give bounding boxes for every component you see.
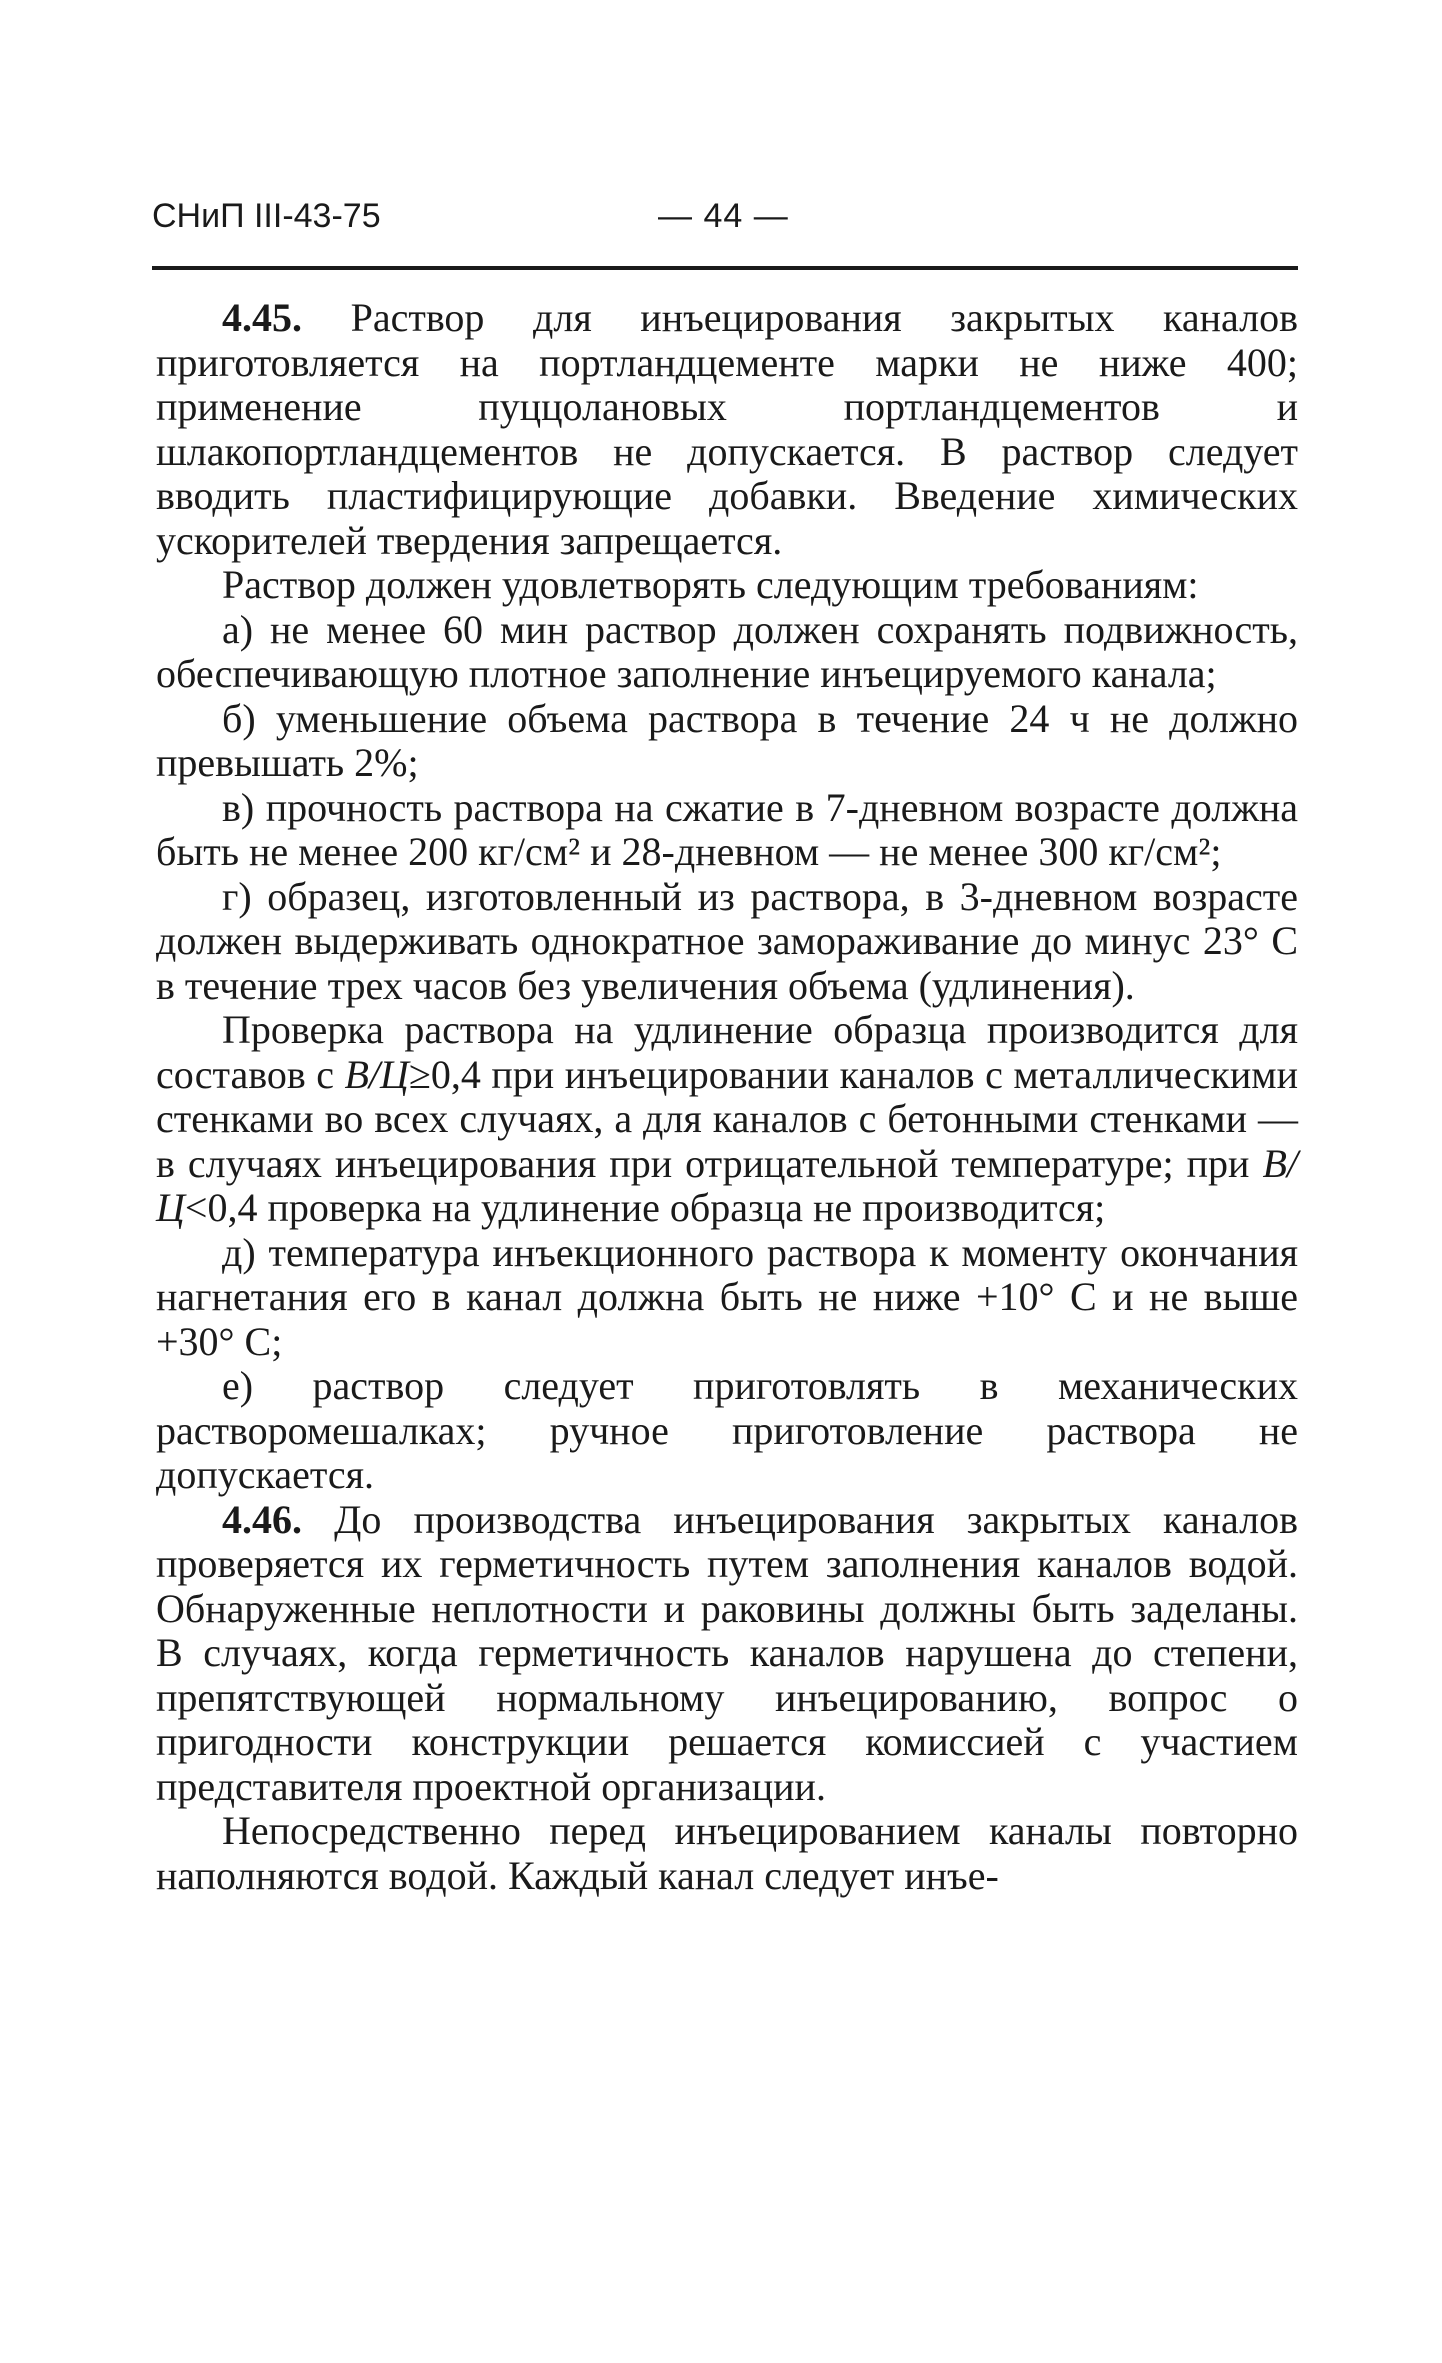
header-divider — [152, 266, 1298, 270]
check-text-1: Проверка раствора на удлинение образца производится для составов с — [156, 1007, 1298, 1097]
paragraph-continuation: Непосредственно перед инъецированием каналы повторно наполняются водой. Каждый канал следует инъе- — [156, 1808, 1298, 1898]
list-item-e: е) раствор следует приготовлять в механических растворомешалках; ручное приготовление раствора не допускается. — [156, 1363, 1298, 1497]
section-number-4-46: 4.46. — [222, 1496, 302, 1542]
paragraph-4-45-text: Раствор для инъецирования закрытых каналов приготовляется на портландцементе марки не ниже 400; применение пуццолановых портландцементов и шлакопортландцементов не допускается. В раствор следует вводить пластифицирующие добавки. Введение химических ускорителей твердения запрещается. — [156, 295, 1298, 563]
document-body — [156, 296, 1298, 1898]
list-item-a: а) не менее 60 мин раствор должен сохранять подвижность, обеспечивающую плотное заполнение инъецируемого канала; — [156, 606, 1298, 696]
document-code: СНиП III-43-75 — [152, 197, 381, 235]
page-header — [152, 196, 1298, 260]
check-text-3: <0,4 проверка на удлинение образца не производится; — [184, 1185, 1106, 1230]
list-item-d: д) температура инъекционного раствора к моменту окончания нагнетания его в канал должна быть не ниже +10° С и не выше +30° С; — [156, 1229, 1298, 1364]
water-cement-ratio-1: В/Ц — [344, 1051, 409, 1097]
requirements-intro: Раствор должен удовлетворять следующим требованиям: — [222, 562, 1199, 607]
paragraph-4-46 — [156, 1498, 1298, 1810]
check-text-2: ≥0,4 при инъецировании каналов с металлическими стенками во всех случаях, а для каналов с бетонными стенками — в случаях инъецирования при отрицательной температуре; при — [156, 1051, 1298, 1186]
page-number: — 44 — — [658, 197, 789, 235]
water-cement-ratio-2: В/Ц — [156, 1140, 1298, 1230]
paragraph-4-45 — [156, 296, 1298, 563]
paragraph-4-46-text: До производства инъецирования закрытых каналов проверяется их герметичность путем заполнения каналов водой. Обнаруженные неплотности и раковины должны быть заделаны. В случаях, когда герметичность каналов нарушена до степени, препятствующей нормальному инъецированию, вопрос о пригодности конструкции решается комиссией с участием представителя проектной организации. — [156, 1496, 1298, 1809]
list-item-v: в) прочность раствора на сжатие в 7-дневном возрасте должна быть не менее 200 кг/см² и 28-дневном — не менее 300 кг/см²; — [156, 784, 1298, 874]
elongation-check-paragraph — [156, 1008, 1298, 1231]
section-number-4-45: 4.45. — [222, 295, 302, 340]
list-item-g: г) образец, изготовленный из раствора, в 3-дневном возрасте должен выдерживать однократное замораживание до минус 23° С в течение трех часов без увеличения объема (удлинения). — [156, 873, 1298, 1008]
list-item-b: б) уменьшение объема раствора в течение 24 ч не должно превышать 2%; — [156, 695, 1298, 785]
